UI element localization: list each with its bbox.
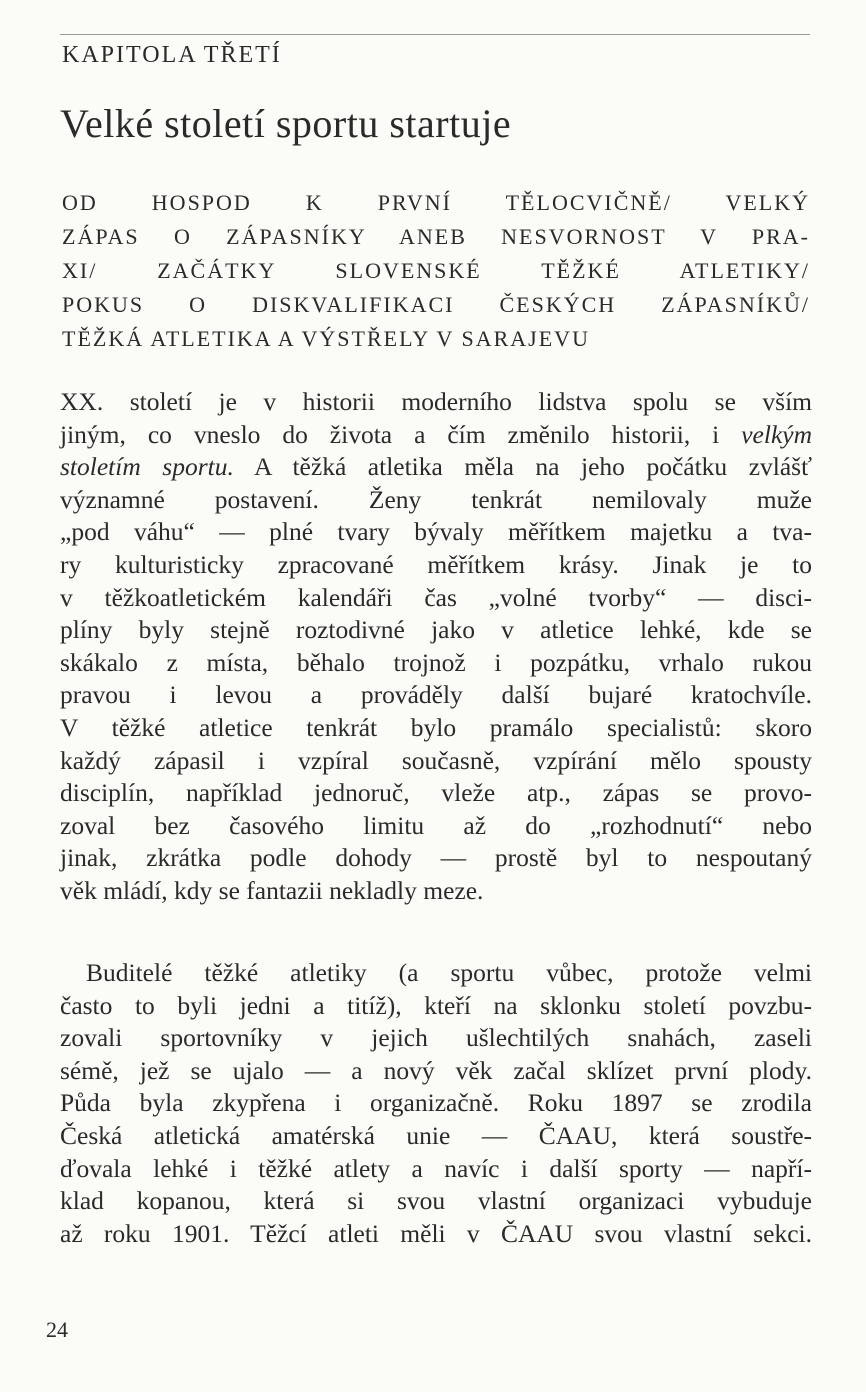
chapter-heading: KAPITOLA TŘETÍ: [62, 42, 282, 68]
text-line: V těžké atletice tenkrát bylo pramálo specialistů: skoro: [60, 712, 812, 742]
text-line: ry kulturisticky zpracované měřítkem krásy. Jinak je to: [60, 549, 812, 579]
text-line: klad kopanou, která si svou vlastní organizaci vybuduje: [60, 1186, 812, 1216]
text-line: skákalo z místa, běhalo trojnož i pozpátku, vrhalo rukou: [60, 647, 812, 677]
text-line: každý zápasil i vzpíral současně, vzpírání mělo spousty: [60, 745, 812, 775]
text-line: Česká atletická amatérská unie — ČAAU, která soustře-: [60, 1120, 812, 1150]
text-line: pravou i levou a prováděly další bujaré kratochvíle.: [60, 680, 812, 710]
text-line: v těžkoatletickém kalendáři čas „volné tvorby“ — disci-: [60, 582, 812, 612]
text-segment: A těžká atletika měla na jeho počátku zvlášť: [233, 452, 812, 482]
italic-text: velkým: [741, 419, 812, 449]
text-line: až roku 1901. Těžcí atleti měli v ČAAU svou vlastní sekci.: [60, 1218, 812, 1248]
summary-line: ZÁPAS O ZÁPASNÍKY ANEB NESVORNOST V PRA-: [62, 224, 810, 249]
paragraph-1: [60, 386, 812, 908]
summary-line: POKUS O DISKVALIFIKACI ČESKÝCH ZÁPASNÍKŮ/: [62, 292, 810, 317]
summary-line: TĚŽKÁ ATLETIKA A VÝSTŘELY V SARAJEVU: [62, 326, 590, 351]
text-line: zovali sportovníky v jejich ušlechtilých snahách, zaseli: [60, 1023, 812, 1053]
text-line: často to byli jedni a titíž), kteří na sklonku století povzbu-: [60, 990, 812, 1020]
text-line: významné postavení. Ženy tenkrát nemilovaly muže: [60, 484, 812, 514]
text-line: disciplín, například jednoruč, vleže atp., zápas se provo-: [60, 778, 812, 808]
text-line: [60, 419, 812, 452]
italic-text: stoletím sportu.: [60, 452, 234, 482]
text-line: plíny byly stejně roztodivné jako v atletice lehké, kde se: [60, 615, 812, 645]
text-line: ďovala lehké i těžké atlety a navíc i další sporty — napří-: [60, 1153, 812, 1183]
text-line: věk mládí, kdy se fantazii nekladly meze.: [60, 875, 484, 905]
text-line: jinak, zkrátka podle dohody — prostě byl to nespoutaný: [60, 843, 812, 873]
chapter-title: Velké století sportu startuje: [60, 101, 512, 146]
text-line: „pod váhu“ — plné tvary bývaly měřítkem majetku a tva-: [60, 517, 812, 547]
text-line: Buditelé těžké atletiky (a sportu vůbec, protože velmi: [86, 958, 812, 987]
page-number: 24: [46, 1317, 68, 1342]
top-rule: [60, 34, 810, 35]
summary-line: OD HOSPOD K PRVNÍ TĚLOCVIČNĚ/ VELKÝ: [62, 190, 810, 215]
chapter-summary: [62, 186, 810, 356]
text-line: zoval bez časového limitu až do „rozhodnutí“ nebo: [60, 810, 812, 840]
text-segment: jiným, co vneslo do života a čím změnilo historii, i: [60, 419, 742, 449]
summary-line: XI/ ZAČÁTKY SLOVENSKÉ TĚŽKÉ ATLETIKY/: [62, 258, 810, 283]
paragraph-2: [60, 957, 812, 1250]
text-line: sémě, jež se ujalo — a nový věk začal sklízet první plody.: [60, 1055, 812, 1085]
text-line: [60, 451, 812, 484]
text-line: XX. století je v historii moderního lidstva spolu se vším: [60, 387, 812, 416]
text-line: Půda byla zkypřena i organizačně. Roku 1897 se zrodila: [60, 1088, 812, 1118]
